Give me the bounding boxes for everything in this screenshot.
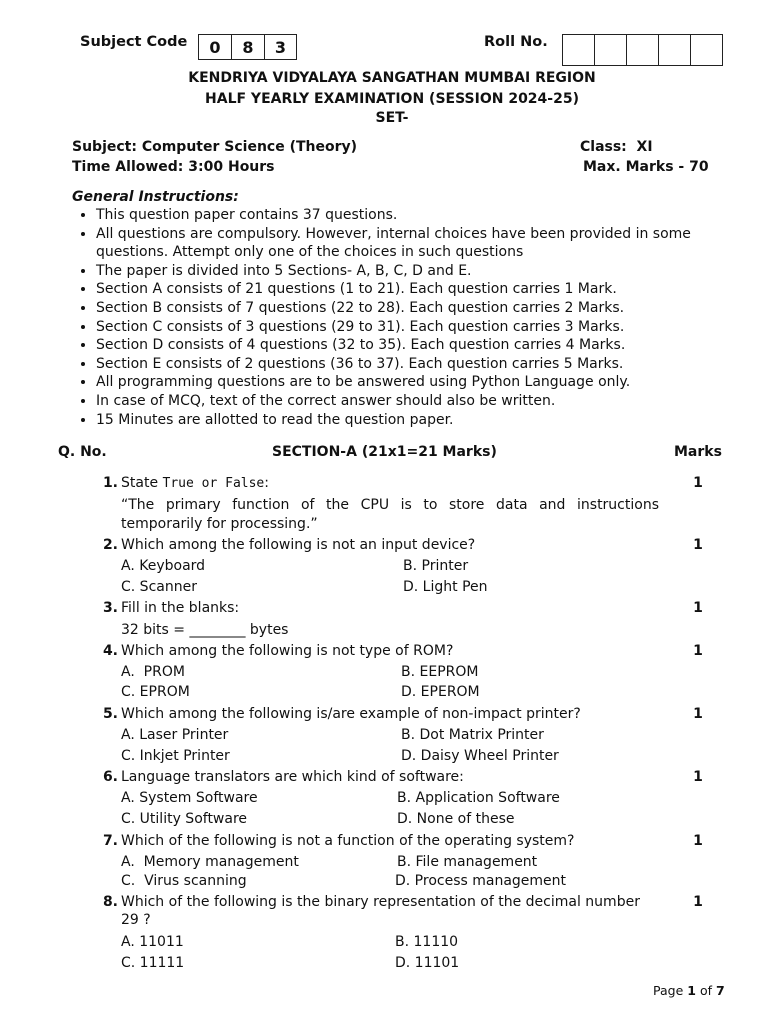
section-a-title: SECTION-A (21x1=21 Marks)	[272, 444, 497, 460]
class-line: Class: XI	[580, 139, 653, 155]
question-number: 3.	[102, 600, 118, 616]
question-marks: 1	[693, 643, 703, 659]
option-c: C. Virus scanning	[121, 873, 247, 889]
marks-column-header: Marks	[674, 444, 722, 460]
question-marks: 1	[693, 894, 703, 910]
instructions-title: General Instructions:	[72, 189, 239, 205]
question-marks: 1	[693, 537, 703, 553]
instruction-item: • In case of MCQ, text of the correct answer should also be written.	[96, 392, 736, 411]
subject-code-digit: 8	[232, 35, 265, 59]
subject-code-digit: 3	[274, 37, 287, 57]
roll-number-cell	[563, 35, 595, 65]
question-text: Which among the following is not type of ROM?	[121, 643, 454, 659]
option-c: C. EPROM	[121, 684, 190, 700]
question-text: Which of the following is the binary representation of the decimal number	[121, 894, 640, 910]
option-d: D. Light Pen	[403, 579, 488, 595]
question-number: 4.	[102, 643, 118, 659]
fill-in-blank-line: 32 bits = ________ bytes	[121, 622, 289, 638]
option-a: A. Memory management	[121, 854, 299, 870]
option-b: B. Dot Matrix Printer	[401, 727, 544, 743]
question-statement: “The primary function of the CPU is to store data and instructions temporarily for processing.”	[121, 497, 659, 532]
time-allowed-line: Time Allowed: 3:00 Hours	[72, 159, 275, 175]
option-c: C. Utility Software	[121, 811, 248, 827]
instruction-item: • 15 Minutes are allotted to read the question paper.	[96, 411, 736, 430]
question-text-continued: 29 ?	[121, 912, 151, 928]
page-number	[653, 983, 725, 998]
exam-title: HALF YEARLY EXAMINATION (SESSION 2024-25)	[205, 91, 579, 107]
subject-code-label: Subject Code	[80, 34, 188, 50]
question-number: 8.	[102, 894, 118, 910]
option-a: A. 11011	[121, 934, 184, 950]
question-marks: 1	[693, 833, 703, 849]
option-b: B. Application Software	[397, 790, 560, 806]
option-a: A. PROM	[121, 664, 185, 680]
page-total: 7	[715, 983, 725, 998]
organization-title: KENDRIYA VIDYALAYA SANGATHAN MUMBAI REGION	[188, 70, 596, 86]
option-d: D. Daisy Wheel Printer	[401, 748, 559, 764]
true-false-code: True or False	[162, 476, 265, 491]
instruction-item: • Section A consists of 21 questions (1 to 21). Each question carries 1 Mark.	[96, 280, 736, 299]
roll-number-cell	[691, 35, 722, 65]
option-c: C. Inkjet Printer	[121, 748, 230, 764]
roll-number-cell	[627, 35, 659, 65]
instruction-item: • Section B consists of 7 questions (22 to 28). Each question carries 2 Marks.	[96, 299, 736, 318]
instruction-item: • This question paper contains 37 questions.	[96, 206, 736, 225]
question-text-prefix: State	[121, 475, 163, 491]
option-c: C. Scanner	[121, 579, 197, 595]
question-marks: 1	[693, 706, 703, 722]
question-number: 6.	[102, 769, 118, 785]
option-d: D. 11101	[395, 955, 460, 971]
instruction-item: • All programming questions are to be answered using Python Language only.	[96, 373, 736, 392]
instructions-list	[76, 206, 736, 429]
roll-number-cell	[595, 35, 627, 65]
question-text: Which of the following is not a function of the operating system?	[121, 833, 575, 849]
question-text-suffix: :	[264, 475, 269, 491]
option-b: B. Printer	[403, 558, 469, 574]
subject-code-boxes	[198, 34, 297, 60]
option-c: C. 11111	[121, 955, 185, 971]
roll-number-label: Roll No.	[484, 34, 548, 50]
question-number: 2.	[102, 537, 118, 553]
question-number: 7.	[102, 833, 118, 849]
instruction-item: • Section E consists of 2 questions (36 to 37). Each question carries 5 Marks.	[96, 355, 736, 374]
option-a: A. System Software	[121, 790, 258, 806]
question-text	[121, 475, 269, 491]
qno-column-header: Q. No.	[58, 444, 107, 460]
roll-number-cell	[659, 35, 691, 65]
max-marks-line: Max. Marks - 70	[583, 159, 709, 175]
option-b: B. EEPROM	[401, 664, 479, 680]
page-of-label: of	[699, 983, 712, 998]
instruction-item: • All questions are compulsory. However, internal choices have been provided in some questions. Attempt only one of the choices in such questions	[96, 225, 736, 262]
instruction-item: • The paper is divided into 5 Sections- A, B, C, D and E.	[96, 262, 736, 281]
option-b: B. File management	[397, 854, 538, 870]
question-number: 1.	[102, 475, 118, 491]
option-a: A. Keyboard	[121, 558, 206, 574]
set-label: SET-	[375, 110, 409, 126]
page-label: Page	[653, 983, 684, 998]
subject-code-digit: 0	[199, 35, 232, 59]
option-b: B. 11110	[395, 934, 459, 950]
question-text: Which among the following is not an input device?	[121, 537, 476, 553]
question-text: Language translators are which kind of software:	[121, 769, 464, 785]
subject-line: Subject: Computer Science (Theory)	[72, 139, 358, 155]
roll-number-boxes	[562, 34, 723, 66]
question-text: Fill in the blanks:	[121, 600, 240, 616]
question-marks: 1	[693, 769, 703, 785]
option-d: D. Process management	[395, 873, 567, 889]
instruction-item: • Section D consists of 4 questions (32 to 35). Each question carries 4 Marks.	[96, 336, 736, 355]
instruction-item: • Section C consists of 3 questions (29 to 31). Each question carries 3 Marks.	[96, 318, 736, 337]
question-number: 5.	[102, 706, 118, 722]
question-text: Which among the following is/are example of non-impact printer?	[121, 706, 581, 722]
page-current: 1	[687, 983, 696, 998]
option-d: D. None of these	[397, 811, 515, 827]
option-d: D. EPEROM	[401, 684, 480, 700]
question-marks: 1	[693, 475, 703, 491]
option-a: A. Laser Printer	[121, 727, 229, 743]
question-marks: 1	[693, 600, 703, 616]
